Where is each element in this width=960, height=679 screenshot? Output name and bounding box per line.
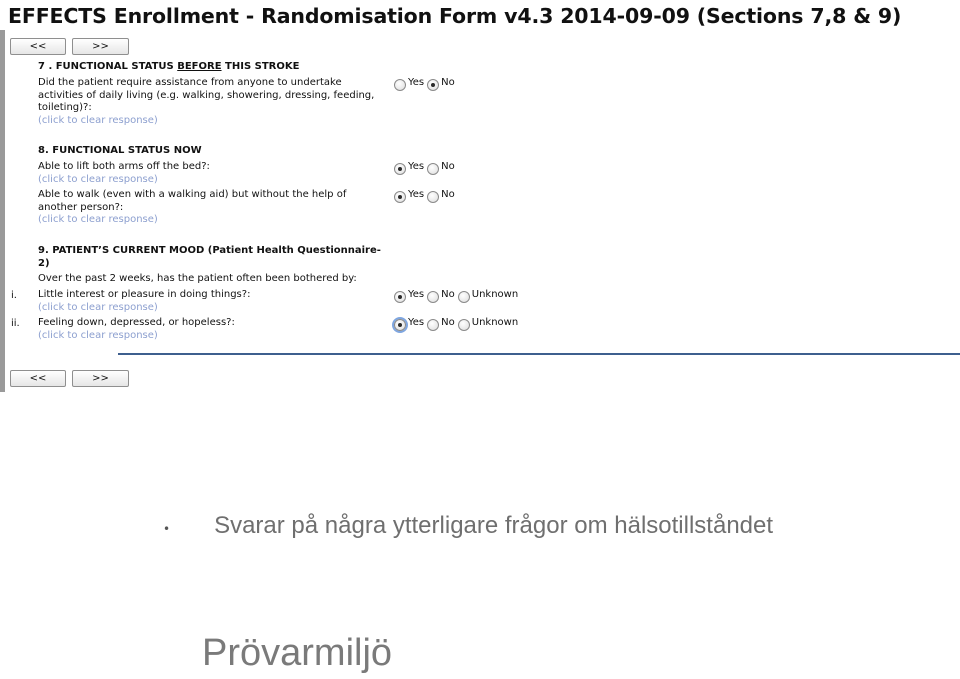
options-9-1 — [394, 286, 521, 303]
option-8-1-yes[interactable]: Yes — [394, 158, 424, 175]
question-8-1 — [38, 161, 388, 186]
radio-7-1-yes[interactable] — [394, 79, 406, 91]
radio-9-1-no[interactable] — [427, 291, 439, 303]
section-divider — [118, 353, 960, 355]
radio-8-1-yes[interactable] — [394, 163, 406, 175]
top-nav — [10, 38, 129, 55]
section-7-heading: 7 . FUNCTIONAL STATUS BEFORE THIS STROKE — [38, 61, 300, 72]
question-9-2-text: Feeling down, depressed, or hopeless?: — [38, 317, 235, 328]
question-9-2 — [38, 317, 388, 342]
question-7-1 — [38, 77, 388, 127]
question-9-1-number: i. — [11, 290, 17, 301]
option-9-2-no[interactable]: No — [427, 314, 455, 331]
radio-9-2-yes[interactable] — [394, 319, 406, 331]
question-8-1-text: Able to lift both arms off the bed?: — [38, 161, 210, 172]
option-9-2-unknown[interactable]: Unknown — [458, 314, 518, 331]
clear-response-8-1[interactable]: (click to clear response) — [38, 173, 158, 185]
section-9-heading: 9. PATIENT’S CURRENT MOOD (Patient Health Questionnaire-2) — [38, 245, 381, 269]
next-button-bottom[interactable]: >> — [72, 370, 129, 387]
question-7-1-text: Did the patient require assistance from anyone to undertake activities of daily living (e.g. walking, showering, dressing, feeding, toileting)?: — [38, 77, 375, 113]
radio-9-1-unknown[interactable] — [458, 291, 470, 303]
question-8-2-text: Able to walk (even with a walking aid) but without the help of another person?: — [38, 189, 347, 213]
option-8-2-no[interactable]: No — [427, 186, 455, 203]
radio-8-2-yes[interactable] — [394, 191, 406, 203]
clear-response-8-2[interactable]: (click to clear response) — [38, 214, 158, 225]
options-7-1 — [394, 74, 458, 91]
option-7-1-yes[interactable]: Yes — [394, 74, 424, 91]
form-title: EFFECTS Enrollment - Randomisation Form v4.3 2014-09-09 (Sections 7,8 & 9) — [8, 4, 902, 28]
clear-response-7-1[interactable]: (click to clear response) — [38, 114, 158, 126]
section-8-heading: 8. FUNCTIONAL STATUS NOW — [38, 145, 202, 156]
question-8-2 — [38, 189, 358, 227]
slide-bullet — [163, 512, 773, 540]
question-9-1-text: Little interest or pleasure in doing things?: — [38, 289, 251, 300]
bullet-text: Svarar på några ytterligare frågor om hälsotillståndet — [214, 512, 774, 539]
radio-8-1-no[interactable] — [427, 163, 439, 175]
option-7-1-no[interactable]: No — [427, 74, 455, 91]
bottom-nav — [10, 370, 129, 387]
radio-7-1-no[interactable] — [427, 79, 439, 91]
option-8-1-no[interactable]: No — [427, 158, 455, 175]
next-button-top[interactable]: >> — [72, 38, 129, 55]
radio-9-1-yes[interactable] — [394, 291, 406, 303]
radio-9-2-unknown[interactable] — [458, 319, 470, 331]
clear-response-9-1[interactable]: (click to clear response) — [38, 301, 158, 313]
options-8-1 — [394, 158, 458, 175]
slide-footer: Prövarmiljö — [202, 632, 393, 674]
prev-button-bottom[interactable]: << — [10, 370, 66, 387]
radio-9-2-no[interactable] — [427, 319, 439, 331]
options-8-2 — [394, 186, 458, 203]
option-9-1-yes[interactable]: Yes — [394, 286, 424, 303]
question-9-2-number: ii. — [11, 318, 20, 329]
section-9-intro: Over the past 2 weeks, has the patient often been bothered by: — [38, 273, 357, 284]
radio-8-2-no[interactable] — [427, 191, 439, 203]
prev-button-top[interactable]: << — [10, 38, 66, 55]
option-9-1-no[interactable]: No — [427, 286, 455, 303]
clear-response-9-2[interactable]: (click to clear response) — [38, 329, 158, 341]
bullet-marker: • — [163, 522, 171, 536]
options-9-2 — [394, 314, 521, 331]
question-9-1 — [38, 289, 388, 314]
option-8-2-yes[interactable]: Yes — [394, 186, 424, 203]
option-9-2-yes[interactable]: Yes — [394, 314, 424, 331]
option-9-1-unknown[interactable]: Unknown — [458, 286, 518, 303]
